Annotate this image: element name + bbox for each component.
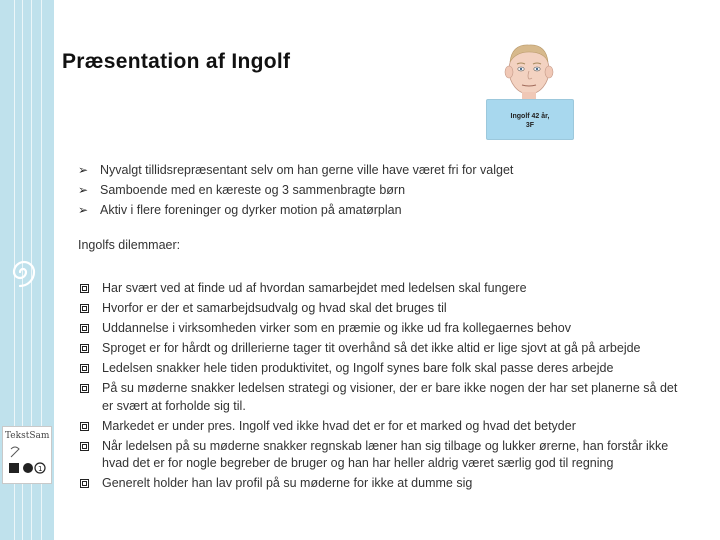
box-bullet-icon: [80, 304, 89, 313]
list-item: [80, 340, 690, 358]
box-bullet-icon: [80, 344, 89, 353]
arrow-bullet-icon: ➢: [78, 203, 89, 217]
logo-text: [5, 431, 49, 441]
dilemma-text: Ledelsen snakker hele tiden produktivitet, og Ingolf synes bare folk skal passe deres arbejde: [102, 361, 614, 375]
list-item: [80, 280, 690, 298]
box-bullet-icon: [80, 422, 89, 431]
bullet-text: Nyvalgt tillidsrepræsentant selv om han gerne ville have været fri for valget: [100, 163, 514, 177]
dilemma-text: Har svært ved at finde ud af hvordan samarbejdet med ledelsen skal fungere: [102, 281, 527, 295]
dilemma-text: Generelt holder han lav profil på su møderne for ikke at dumme sig: [102, 476, 473, 490]
logo-line-1: TekstSam: [5, 431, 50, 441]
spiral-ornament-icon: [3, 250, 43, 294]
logo-mark-icon: [7, 445, 47, 479]
dilemma-text: Når ledelsen på su møderne snakker regnskab læner han sig tilbage og lukker ørerne, han forstår ikke hvad det er for nogle begreber de bruger og han har heller aldrig været særlig god til regning: [102, 438, 669, 470]
publisher-logo: [2, 426, 52, 484]
list-item: [80, 418, 690, 436]
bullet-text: Aktiv i flere foreninger og dyrker motion på amatørplan: [100, 203, 402, 217]
bullet-text: Samboende med en kæreste og 3 sammenbragte børn: [100, 183, 406, 197]
portrait-caption: [487, 112, 573, 130]
box-bullet-icon: [80, 364, 89, 373]
portrait-name-card: [486, 99, 574, 140]
box-bullet-icon: [80, 324, 89, 333]
list-item: [78, 200, 513, 220]
portrait-caption-union: 3F: [525, 122, 535, 129]
dilemma-text: Uddannelse i virksomheden virker som en præmie og ikke ud fra kollegaernes behov: [102, 321, 571, 335]
svg-text:1: 1: [38, 465, 43, 473]
list-item: [80, 300, 690, 318]
box-bullet-icon: [80, 284, 89, 293]
arrow-bullet-icon: ➢: [78, 183, 89, 197]
list-item: [78, 160, 513, 180]
dilemma-text: Sproget er for hårdt og drillerierne tager tit overhånd så det ikke altid er lige sjovt at gå på arbejde: [102, 341, 641, 355]
box-bullet-icon: [80, 479, 89, 488]
list-item: [80, 438, 690, 473]
list-item: [80, 360, 690, 378]
list-item: [80, 320, 690, 338]
slide-title: Præsentation af Ingolf: [62, 50, 291, 73]
list-item: [78, 180, 513, 200]
dilemmas-list: [80, 280, 690, 495]
dilemma-text: På su møderne snakker ledelsen strategi og visioner, der er bare ikke nogen der har set planerne så det er svært at forholde sig til.: [102, 381, 678, 413]
dilemma-text: Markedet er under pres. Ingolf ved ikke hvad det er for et marked og hvad det betyder: [102, 418, 576, 433]
box-bullet-icon: [80, 442, 89, 451]
dilemmas-heading: Ingolfs dilemmaer:: [78, 238, 181, 252]
box-bullet-icon: [80, 384, 89, 393]
arrow-bullet-icon: ➢: [78, 163, 89, 177]
list-item: [80, 475, 690, 493]
list-item: [80, 380, 690, 415]
dilemma-text: Hvorfor er der et samarbejdsudvalg og hvad skal det bruges til: [102, 301, 447, 315]
portrait-caption-name: Ingolf 42 år,: [510, 113, 550, 120]
intro-bullet-list: [78, 160, 513, 220]
